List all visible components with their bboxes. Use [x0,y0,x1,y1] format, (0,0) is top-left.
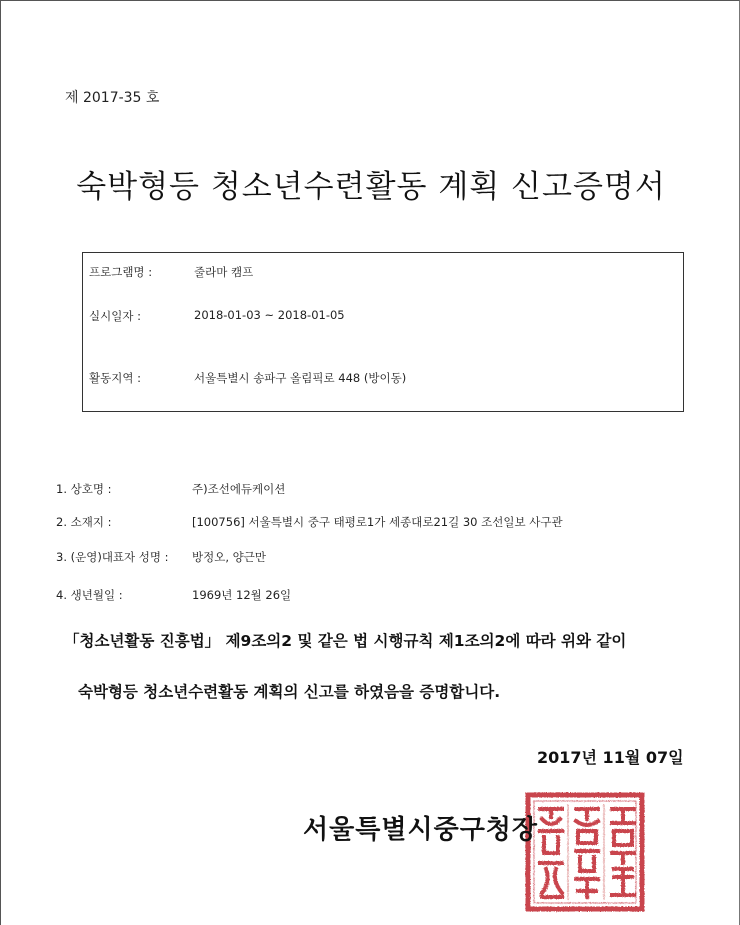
issue-date: 2017년 11월 07일 [537,748,684,767]
issuer-name: 서울특별시중구청장 [303,815,539,845]
info-value: 주)조선에듀케이션 [192,482,286,496]
document-title: 숙박형등 청소년수련활동 계획 신고증명서 [76,169,666,205]
program-name-label: 프로그램명 : [89,265,153,279]
certification-statement-line-1: 「청소년활동 진흥법」 제9조의2 및 같은 법 시행규칙 제1조의2에 따라 위와 같이 [64,632,627,650]
document-number: 제 2017-35 호 [65,90,160,106]
official-seal-icon [524,791,646,913]
info-label: 2. 소재지 : [56,515,112,529]
program-date-value: 2018-01-03 ~ 2018-01-05 [194,308,345,322]
program-info-box [82,252,684,412]
program-date-label: 실시일자 : [89,309,141,323]
program-name-value: 줄라마 캠프 [194,265,254,279]
info-value: [100756] 서울특별시 중구 태평로1가 세종대로21길 30 조선일보 사구관 [192,515,563,529]
certification-statement-line-2: 숙박형등 청소년수련활동 계획의 신고를 하였음을 증명합니다. [78,683,501,701]
info-value: 방정오, 양근만 [192,550,266,564]
info-value: 1969년 12월 26일 [192,588,292,602]
program-area-label: 활동지역 : [89,371,141,385]
info-label: 4. 생년월일 : [56,588,123,602]
info-label: 3. (운영)대표자 성명 : [56,550,169,564]
program-area-value: 서울특별시 송파구 올림픽로 448 (방이동) [194,371,407,385]
info-label: 1. 상호명 : [56,482,112,496]
